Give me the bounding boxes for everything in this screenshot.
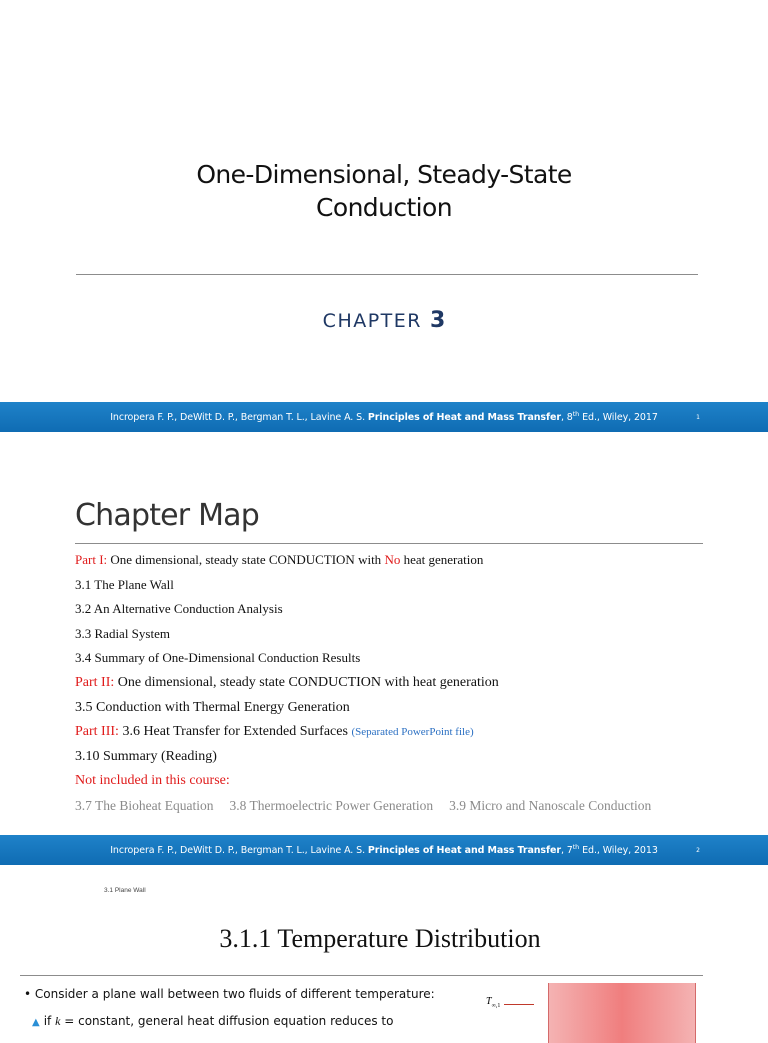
diagram-temp-line — [504, 1004, 534, 1005]
slide1-title — [0, 158, 768, 224]
breadcrumb: 3.1 Plane Wall — [104, 887, 146, 894]
part3-text: 3.6 Heat Transfer for Extended Surfaces — [118, 724, 352, 740]
sub-bullet-k: k — [55, 1014, 61, 1028]
excluded-item: 3.8 Thermoelectric Power Generation — [229, 797, 434, 813]
list-item: 3.4 Summary of One-Dimensional Conduction Results — [75, 650, 361, 666]
footer-edition: , 7 — [560, 845, 573, 857]
slide3-divider — [20, 975, 703, 976]
footer-book-title: Principles of Heat and Mass Transfer — [367, 412, 561, 424]
footer-authors: Incropera F. P., DeWitt D. P., Bergman T. L., Lavine A. S. — [110, 845, 365, 857]
not-included-label: Not included in this course: — [75, 773, 230, 789]
slide2-page-number: 2 — [696, 847, 700, 854]
chapter-heading — [0, 308, 768, 333]
part3-label: Part III: — [75, 724, 119, 740]
part1-label: Part I: — [75, 552, 108, 567]
slide1-page-number: 1 — [696, 414, 700, 421]
diagram-t: T — [486, 996, 492, 1007]
sub-bullet-text: = constant, general heat diffusion equation reduces to — [60, 1014, 394, 1028]
footer-publisher: Ed., Wiley, 2017 — [579, 412, 658, 424]
triangle-bullet-icon: ▲ — [32, 1017, 40, 1028]
slide2-footer — [0, 835, 768, 865]
slide1-title-line2: Conduction — [316, 193, 452, 222]
list-item: 3.1 The Plane Wall — [75, 576, 174, 592]
slide1-title-line1: One-Dimensional, Steady-State — [196, 160, 572, 189]
sub-bullet-prefix: if — [43, 1014, 56, 1028]
part3-note: (Separated PowerPoint file) — [351, 726, 474, 739]
footer-publisher: Ed., Wiley, 2013 — [579, 845, 658, 857]
diagram-temp-label — [486, 996, 500, 1009]
slide1-divider — [76, 274, 698, 275]
chapter-map-list — [75, 548, 667, 819]
footer-edition-sup: th — [572, 410, 580, 418]
plane-wall-diagram — [548, 983, 696, 1043]
slide1-reference — [0, 410, 768, 423]
slide3-title: 3.1.1 Temperature Distribution — [219, 924, 541, 953]
list-item: 3.2 An Alternative Conduction Analysis — [75, 601, 283, 617]
excluded-row — [75, 794, 667, 819]
slide2-title: Chapter Map — [75, 498, 259, 533]
part2-text: One dimensional, steady state CONDUCTION with heat generation — [114, 674, 499, 690]
part2-label: Part II: — [75, 674, 115, 690]
list-item: 3.5 Conduction with Thermal Energy Generation — [75, 699, 350, 715]
excluded-item: 3.7 The Bioheat Equation — [75, 797, 214, 813]
chapter-word: CHAPTER — [322, 310, 422, 332]
part1-text-end: heat generation — [400, 552, 484, 567]
part3-row — [75, 720, 667, 745]
slide2-divider — [75, 543, 703, 544]
list-item: 3.3 Radial System — [75, 625, 170, 641]
footer-book-title: Principles of Heat and Mass Transfer — [367, 845, 561, 857]
sub-bullet — [32, 1014, 393, 1029]
part1-no: No — [384, 552, 401, 567]
part1-text: One dimensional, steady state CONDUCTION with — [107, 552, 385, 567]
footer-edition-sup: th — [572, 843, 580, 851]
excluded-item: 3.9 Micro and Nanoscale Conduction — [449, 797, 652, 813]
bullet-text: • Consider a plane wall between two fluids of different temperature: — [24, 987, 435, 1001]
part1-row — [75, 548, 667, 573]
slide2-reference — [0, 843, 768, 856]
diagram-t-sub: ∞,1 — [491, 1003, 501, 1009]
list-item: 3.10 Summary (Reading) — [75, 748, 217, 764]
slide1-footer — [0, 402, 768, 432]
part2-row — [75, 671, 667, 696]
footer-edition: , 8 — [560, 412, 573, 424]
footer-authors: Incropera F. P., DeWitt D. P., Bergman T. L., Lavine A. S. — [110, 412, 365, 424]
chapter-number: 3 — [430, 308, 446, 333]
